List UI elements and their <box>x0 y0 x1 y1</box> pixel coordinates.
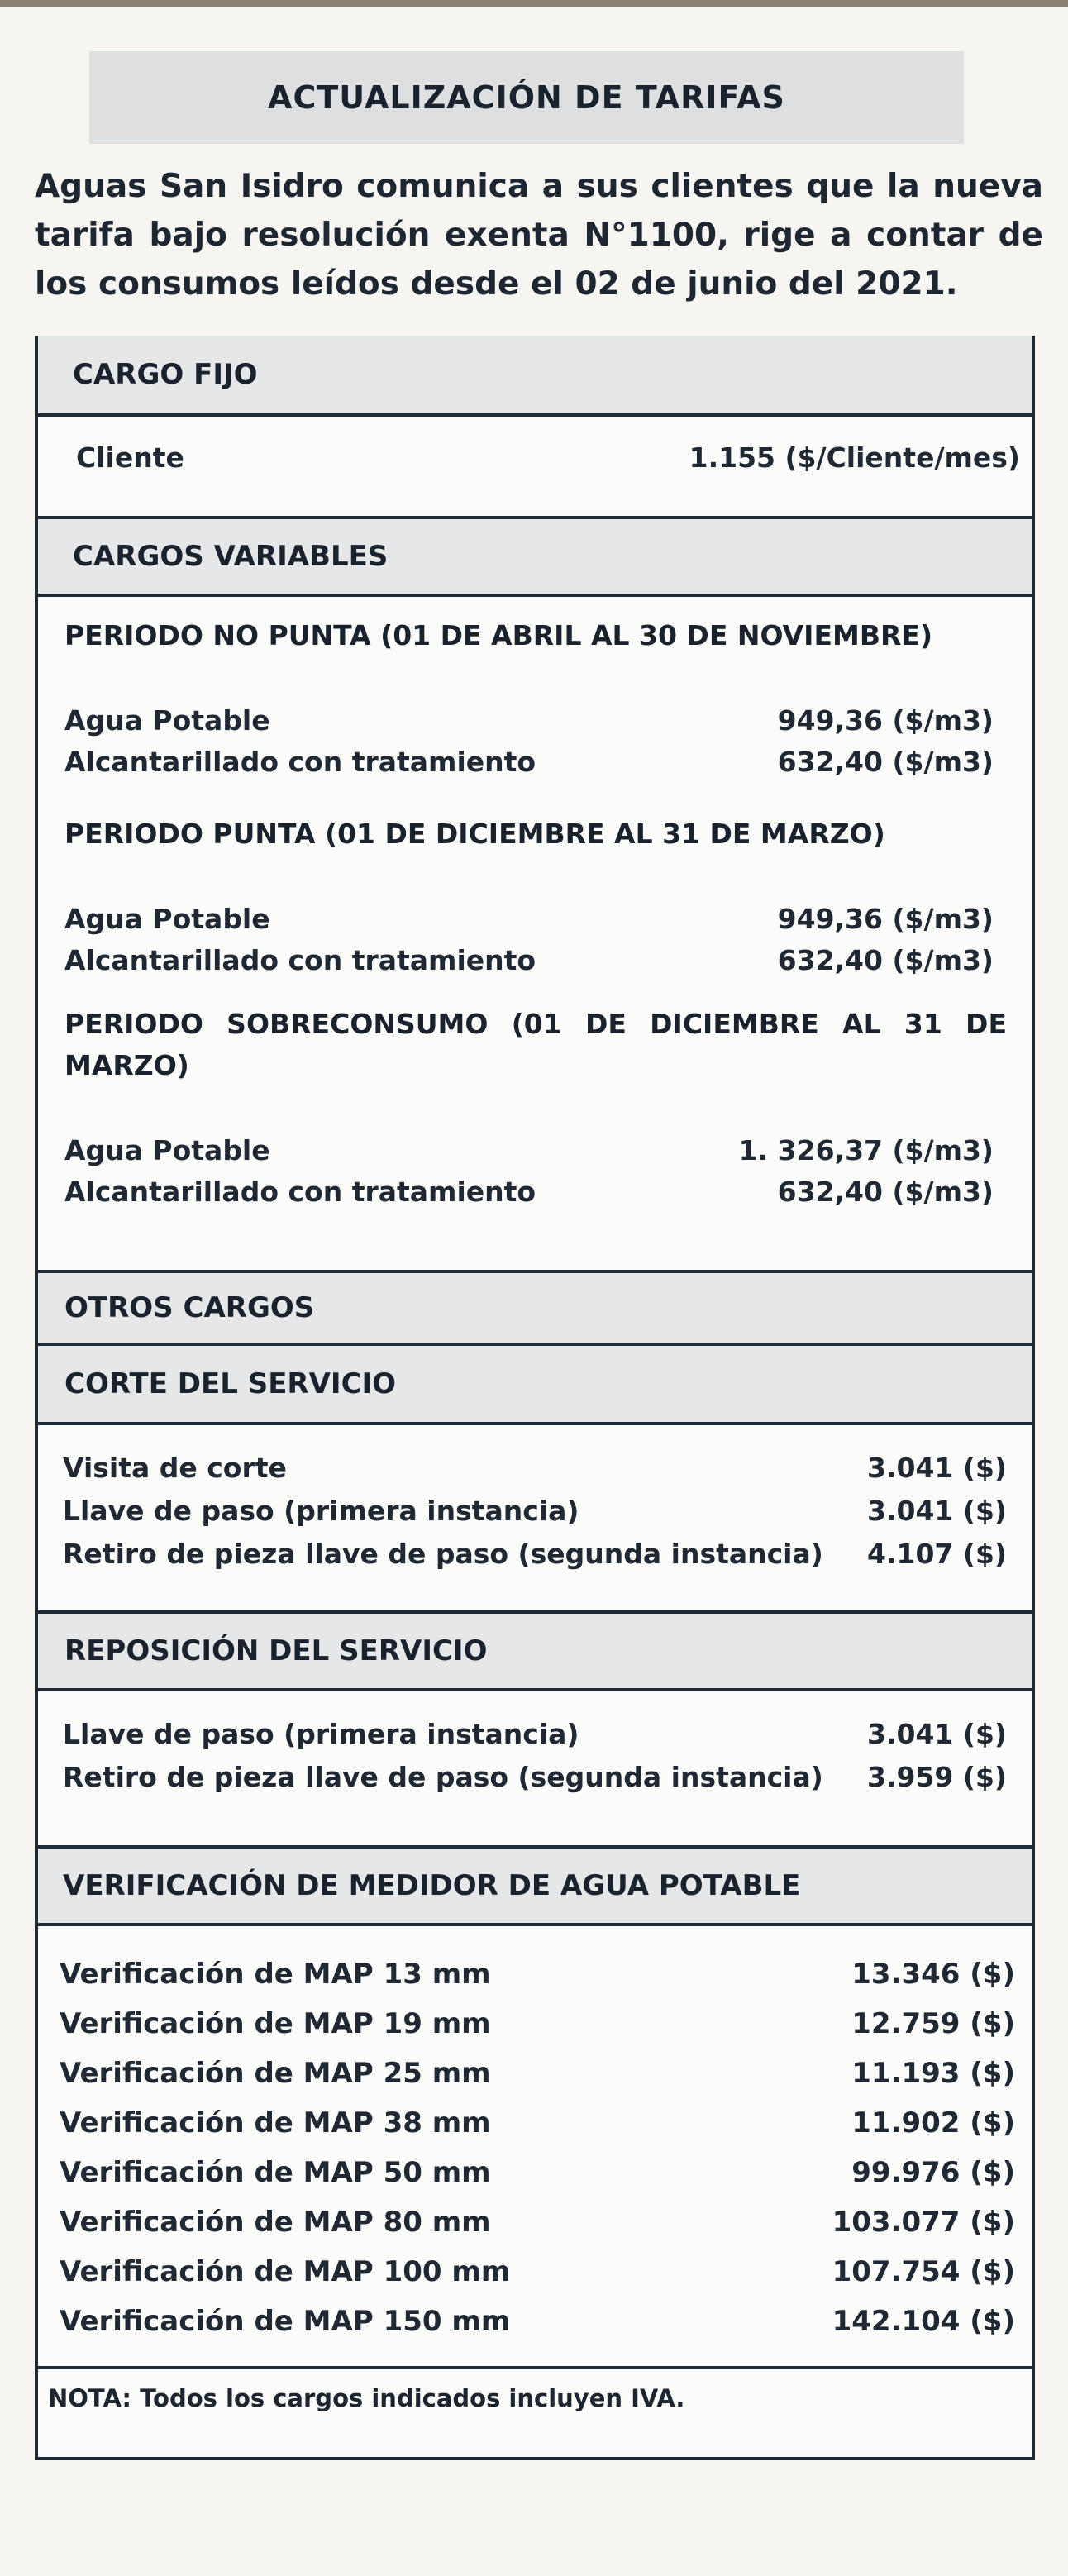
item-label: Llave de paso (primera instancia) <box>63 1495 579 1527</box>
item-label: Verificación de MAP 100 mm <box>60 2255 511 2288</box>
reposicion-title: REPOSICIÓN DEL SERVICIO <box>64 1634 488 1667</box>
item-label: Verificación de MAP 38 mm <box>60 2106 491 2140</box>
cargo-fijo-header <box>38 336 1032 417</box>
item-value: 632,40 ($/m3) <box>777 746 994 778</box>
intro-paragraph: Aguas San Isidro comunica a sus clientes que la nueva tarifa bajo resolución exenta N°1100, rige a contar de los consumos leídos desde el 02 de junio del 2021. <box>35 168 1043 303</box>
item-value: 13.346 ($) <box>851 1958 1015 1991</box>
item-label: Agua Potable <box>64 1134 270 1166</box>
item-label: Verificación de MAP 150 mm <box>60 2305 511 2338</box>
corte-row <box>63 1495 1007 1527</box>
item-value: 1. 326,37 ($/m3) <box>738 1134 994 1166</box>
item-value: 3.041 ($) <box>867 1718 1007 1750</box>
item-value: 949,36 ($/m3) <box>777 903 994 935</box>
corte-row <box>63 1452 1007 1484</box>
verificacion-row <box>60 2007 1015 2040</box>
item-value: 107.754 ($) <box>832 2255 1015 2288</box>
reposicion-header <box>38 1610 1032 1691</box>
item-value: 632,40 ($/m3) <box>777 1176 994 1208</box>
periodo-punta-title: PERIODO PUNTA (01 DE DICIEMBRE AL 31 DE MARZO) <box>64 818 885 850</box>
item-value: 12.759 ($) <box>851 2007 1015 2040</box>
item-label: Verificación de MAP 19 mm <box>60 2007 491 2040</box>
verificacion-title: VERIFICACIÓN DE MEDIDOR DE AGUA POTABLE <box>63 1869 801 1902</box>
verificacion-row <box>60 2156 1015 2189</box>
page-title: ACTUALIZACIÓN DE TARIFAS <box>268 79 785 116</box>
item-label: Alcantarillado con tratamiento <box>64 1176 536 1208</box>
footer-note: NOTA: Todos los cargos indicados incluyen IVA. <box>38 2366 1032 2457</box>
item-label: Verificación de MAP 13 mm <box>60 1958 491 1991</box>
item-value: 103.077 ($) <box>832 2206 1015 2239</box>
periodo-sobreconsumo-title: PERIODO SOBRECONSUMO (01 DE DICIEMBRE AL 31 DE MARZO) <box>64 1008 1007 1081</box>
cargos-variables-header <box>38 516 1032 597</box>
cargo-fijo-label: Cliente <box>76 441 184 474</box>
periodo-punta-row <box>64 944 994 976</box>
otros-cargos-title: OTROS CARGOS <box>64 1291 315 1324</box>
item-label: Alcantarillado con tratamiento <box>64 746 536 778</box>
verificacion-row <box>60 2106 1015 2140</box>
item-value: 3.959 ($) <box>867 1761 1007 1793</box>
item-label: Verificación de MAP 80 mm <box>60 2206 491 2239</box>
item-value: 142.104 ($) <box>832 2305 1015 2338</box>
cargo-fijo-title: CARGO FIJO <box>73 358 258 391</box>
verificacion-header <box>38 1845 1032 1926</box>
item-label: Agua Potable <box>64 903 270 935</box>
verificacion-row <box>60 2255 1015 2288</box>
item-label: Visita de corte <box>63 1452 287 1484</box>
item-label: Verificación de MAP 50 mm <box>60 2156 491 2189</box>
item-value: 632,40 ($/m3) <box>777 944 994 976</box>
corte-title: CORTE DEL SERVICIO <box>64 1367 397 1400</box>
verificacion-row <box>60 2206 1015 2239</box>
reposicion-row <box>63 1761 1007 1793</box>
cargo-fijo-value: 1.155 ($/Cliente/mes) <box>689 441 1020 474</box>
otros-cargos-header <box>38 1270 1032 1346</box>
reposicion-row <box>63 1718 1007 1750</box>
tariff-table <box>35 336 1035 2460</box>
cargos-variables-title: CARGOS VARIABLES <box>73 540 389 573</box>
item-value: 4.107 ($) <box>867 1538 1007 1570</box>
cargo-fijo-row <box>76 441 1020 474</box>
periodo-no-punta-title: PERIODO NO PUNTA (01 DE ABRIL AL 30 DE NOVIEMBRE) <box>64 619 933 651</box>
corte-header <box>38 1346 1032 1425</box>
periodo-punta-row <box>64 903 994 935</box>
periodo-no-punta-row <box>64 704 994 737</box>
periodo-sobreconsumo-row <box>64 1134 994 1166</box>
title-banner <box>89 51 964 144</box>
verificacion-row <box>60 2305 1015 2338</box>
item-label: Agua Potable <box>64 704 270 737</box>
item-label: Llave de paso (primera instancia) <box>63 1718 579 1750</box>
item-value: 99.976 ($) <box>851 2156 1015 2189</box>
item-value: 11.193 ($) <box>851 2057 1015 2090</box>
item-value: 3.041 ($) <box>867 1495 1007 1527</box>
periodo-sobreconsumo-row <box>64 1176 994 1208</box>
verificacion-row <box>60 2057 1015 2090</box>
background-wood-edge <box>0 0 1068 7</box>
item-label: Verificación de MAP 25 mm <box>60 2057 491 2090</box>
item-value: 3.041 ($) <box>867 1452 1007 1484</box>
item-value: 949,36 ($/m3) <box>777 704 994 737</box>
item-label: Alcantarillado con tratamiento <box>64 944 536 976</box>
item-label: Retiro de pieza llave de paso (segunda instancia) <box>63 1538 823 1570</box>
item-value: 11.902 ($) <box>851 2106 1015 2140</box>
periodo-no-punta-row <box>64 746 994 778</box>
corte-row <box>63 1538 1007 1570</box>
verificacion-row <box>60 1958 1015 1991</box>
item-label: Retiro de pieza llave de paso (segunda instancia) <box>63 1761 823 1793</box>
